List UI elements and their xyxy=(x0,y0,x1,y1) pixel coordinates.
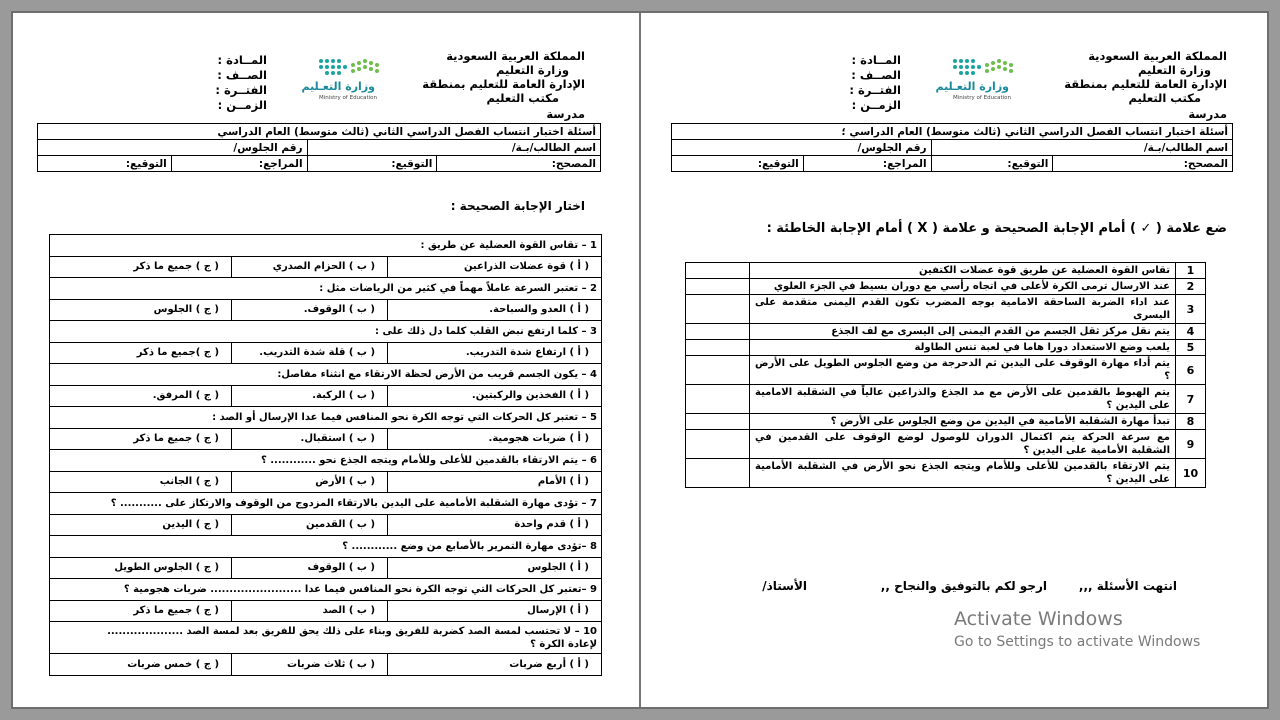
header-ministry: وزارة التعليم xyxy=(1138,63,1211,77)
ministry-logo xyxy=(303,57,383,105)
mcq-options-row xyxy=(50,342,602,364)
tf-answer-cell[interactable] xyxy=(686,340,750,356)
mcq-question-text: 5 – تعتبر كل الحركات التي توجه الكرة نحو المنافس فيما عدا الإرسال أو الصد : xyxy=(50,407,602,429)
tf-statement-text: عند اداء الضربة الساحقة الامامية بوجه المضرب تكون القدم اليمنى متقدمة على اليسرى xyxy=(750,295,1176,324)
tf-statement-number: 5 xyxy=(1176,340,1206,356)
tf-statement-number: 8 xyxy=(1176,414,1206,430)
tf-statement-row xyxy=(686,356,1206,385)
teacher-signature-label: الأستاذ/ xyxy=(762,579,807,593)
mcq-question-line: لإعادة الكرة ؟ xyxy=(530,638,598,650)
tf-answer-cell[interactable] xyxy=(686,356,750,385)
header-school: مدرسة xyxy=(1188,107,1227,121)
mcq-question-row xyxy=(50,493,602,515)
grade-label: الصــف : xyxy=(851,68,901,82)
mcq-questions-table xyxy=(49,234,602,676)
mcq-option-b: ( ب ) الأرض xyxy=(232,471,388,493)
tf-statement-number: 9 xyxy=(1176,430,1206,459)
mcq-option-a: ( أ ) الفخذين والركبتين. xyxy=(388,385,602,407)
mcq-option-b: ( ب ) قلة شدة التدريب. xyxy=(232,342,388,364)
mcq-option-a: ( أ ) قوة عضلات الذراعين xyxy=(388,256,602,278)
tf-statement-row xyxy=(686,279,1206,295)
mcq-option-b: ( ب ) الركبة. xyxy=(232,385,388,407)
tf-statement-row xyxy=(686,324,1206,340)
mcq-option-b: ( ب ) الحزام الصدري xyxy=(232,256,388,278)
tf-statement-text: يلعب وضع الاستعداد دورا هاما في لعبة تنس الطاولة xyxy=(750,340,1176,356)
exam-title: أسئلة اختبار انتساب الفصل الدراسي الثاني (ثالث متوسط) العام الدراسي xyxy=(38,124,601,140)
mcq-option-b: ( ب ) الوقوف. xyxy=(232,299,388,321)
corrector-field: المصحح: xyxy=(1053,156,1233,172)
mcq-option-c: ( ج ) جميع ما ذكر xyxy=(50,600,232,622)
tf-statement-number: 10 xyxy=(1176,459,1206,488)
tf-statements-table xyxy=(685,262,1206,488)
mcq-option-c: ( ج ) الجلوس xyxy=(50,299,232,321)
mcq-option-c: ( ج ) الجلوس الطويل xyxy=(50,557,232,579)
left-student-info-table xyxy=(37,123,601,172)
mcq-question-text: 9 –تعتبر كل الحركات التي توجه الكرة نحو المنافس فيما عدا ........................ ضربات هجومية ؟ xyxy=(50,579,602,601)
mcq-options-row xyxy=(50,654,602,676)
left-header-institution xyxy=(422,49,585,121)
mcq-option-b: ( ب ) الوقوف xyxy=(232,557,388,579)
tf-answer-cell[interactable] xyxy=(686,459,750,488)
mcq-option-a: ( أ ) ضربات هجومية. xyxy=(388,428,602,450)
mcq-option-c: ( ج ) جميع ما ذكر xyxy=(50,256,232,278)
mcq-question-row xyxy=(50,235,602,257)
mcq-question-row xyxy=(50,407,602,429)
tf-statement-number: 4 xyxy=(1176,324,1206,340)
left-exam-page xyxy=(13,13,639,707)
tf-statement-row xyxy=(686,295,1206,324)
mcq-option-a: ( أ ) الإرسال xyxy=(388,600,602,622)
mcq-option-c: ( ج ) خمس ضربات xyxy=(50,654,232,676)
logo-english-text: Ministry of Education xyxy=(318,95,377,101)
mcq-question-line: 10 – لا تحتسب لمسة الصد كضربة للفريق وبناء على ذلك يحق للفريق بعد لمسة الصد .................... xyxy=(107,625,598,637)
logo-arabic-text: وزارة التعـليم xyxy=(301,80,375,93)
header-kingdom: المملكة العربية السعودية xyxy=(446,49,585,63)
mcq-option-b: ( ب ) القدمين xyxy=(232,514,388,536)
ministry-logo xyxy=(937,57,1017,105)
mcq-question-row xyxy=(50,622,602,654)
header-office: مكتب التعليم xyxy=(1128,91,1201,105)
tf-answer-cell[interactable] xyxy=(686,324,750,340)
seat-number-field: رقم الجلوس/ xyxy=(38,140,308,156)
tf-statement-text: يتم الهبوط بالقدمين على الأرض مع مد الجذع والذراعين عالياً في الشقلبة الامامية على اليدين ؟ xyxy=(750,385,1176,414)
mcq-question-text: 4 – يكون الجسم قريب من الأرض لحظة الارتقاء مع انثناء مفاصل: xyxy=(50,364,602,386)
tf-statement-row xyxy=(686,430,1206,459)
mcq-question-text: 6 – يتم الارتقاء بالقدمين للأعلى وللأمام ويتجه الجذع نحو ............ ؟ xyxy=(50,450,602,472)
mcq-options-row xyxy=(50,514,602,536)
header-office: مكتب التعليم xyxy=(486,91,559,105)
mcq-options-row xyxy=(50,256,602,278)
mcq-option-b: ( ب ) الصد xyxy=(232,600,388,622)
mcq-option-c: ( ج ) اليدين xyxy=(50,514,232,536)
mcq-option-c: ( ج )جميع ما ذكر xyxy=(50,342,232,364)
tf-statement-row xyxy=(686,459,1206,488)
tf-statement-number: 7 xyxy=(1176,385,1206,414)
tf-statement-number: 6 xyxy=(1176,356,1206,385)
mcq-question-text: 7 – تؤدى مهارة الشقلبة الأمامية على اليدين بالارتقاء المزدوج من الوقوف والارتكاز على ........... ؟ xyxy=(50,493,602,515)
mcq-option-a: ( أ ) ارتفاع شدة التدريب. xyxy=(388,342,602,364)
closing-wish-text: ارجو لكم بالتوفيق والنجاح ,, xyxy=(880,579,1047,593)
tf-statement-row xyxy=(686,340,1206,356)
header-ministry: وزارة التعليم xyxy=(496,63,569,77)
header-directorate: الإدارة العامة للتعليم بمنطقة xyxy=(1064,77,1227,91)
tf-answer-cell[interactable] xyxy=(686,263,750,279)
tf-statement-row xyxy=(686,385,1206,414)
logo-english-text: Ministry of Education xyxy=(952,95,1011,101)
right-student-info-table xyxy=(671,123,1233,172)
tf-statement-row xyxy=(686,414,1206,430)
right-header-subject-fields xyxy=(849,53,901,112)
mcq-options-row xyxy=(50,471,602,493)
tf-statement-number: 2 xyxy=(1176,279,1206,295)
exam-title: أسئلة اختبار انتساب الفصل الدراسي الثاني (ثالث متوسط) العام الدراسي ؛ xyxy=(672,124,1233,140)
watermark-title: Activate Windows xyxy=(954,608,1123,630)
mcq-options-row xyxy=(50,299,602,321)
corrector-signature-field: التوقيع: xyxy=(307,156,437,172)
grade-label: الصــف : xyxy=(217,68,267,82)
watermark-subtitle: Go to Settings to activate Windows xyxy=(954,634,1201,650)
corrector-signature-field: التوقيع: xyxy=(931,156,1053,172)
tf-answer-cell[interactable] xyxy=(686,279,750,295)
right-header-institution xyxy=(1064,49,1227,121)
mcq-option-c: ( ج ) الجانب xyxy=(50,471,232,493)
document-sheet xyxy=(11,11,1269,709)
mcq-question-text: 8 –تؤدى مهارة التمرير بالأصابع من وضع ............ ؟ xyxy=(50,536,602,558)
time-label: الزمــن : xyxy=(851,98,901,112)
mcq-question-text: 2 – تعتبر السرعة عاملاً مهماً في كثير من الرياضات مثل : xyxy=(50,278,602,300)
tf-statement-row xyxy=(686,263,1206,279)
logo-arabic-text: وزارة التعـليم xyxy=(935,80,1009,93)
mcq-question-text: 1 – تقاس القوة العضلية عن طريق : xyxy=(50,235,602,257)
tf-answer-cell[interactable] xyxy=(686,385,750,414)
mcq-option-b: ( ب ) استقبال. xyxy=(232,428,388,450)
header-school: مدرسة xyxy=(546,107,585,121)
mcq-option-a: ( أ ) الجلوس xyxy=(388,557,602,579)
seat-number-field: رقم الجلوس/ xyxy=(672,140,932,156)
tf-statement-number: 3 xyxy=(1176,295,1206,324)
activate-windows-watermark xyxy=(954,606,1200,652)
reviewer-signature-field: التوقيع: xyxy=(38,156,172,172)
mcq-question-text: 3 – كلما ارتفع نبض القلب كلما دل ذلك على : xyxy=(50,321,602,343)
tf-statement-text: يتم الارتقاء بالقدمين للأعلى وللأمام ويتجه الجذع نحو الأرض في الشقلبة الأمامية على اليدين ؟ xyxy=(750,459,1176,488)
mcq-question-row xyxy=(50,321,602,343)
tf-answer-cell[interactable] xyxy=(686,295,750,324)
right-exam-page xyxy=(641,13,1267,707)
mcq-question-row xyxy=(50,364,602,386)
tf-statement-number: 1 xyxy=(1176,263,1206,279)
subject-label: المــادة : xyxy=(217,53,267,67)
mcq-options-row xyxy=(50,428,602,450)
mcq-options-row xyxy=(50,600,602,622)
tf-instruction: ضع علامة ( ✓ ) أمام الإجابة الصحيحة و علامة ( X ) أمام الإجابة الخاطئة : xyxy=(766,221,1227,236)
tf-statement-text: تبدأ مهارة الشقلبة الأمامية في اليدين من وضع الجلوس على الأرض ؟ xyxy=(750,414,1176,430)
tf-statement-text: عند الارسال ترمى الكرة لأعلى في اتجاه رأسي مع دوران بسيط في الجزء العلوي xyxy=(750,279,1176,295)
period-label: الفتــرة : xyxy=(215,83,267,97)
mcq-options-row xyxy=(50,557,602,579)
mcq-option-a: ( أ ) قدم واحدة xyxy=(388,514,602,536)
closing-end-text: انتهت الأسئلة ,,, xyxy=(1078,579,1177,593)
mcq-option-a: ( أ ) أربع ضربات xyxy=(388,654,602,676)
mcq-option-c: ( ج ) جميع ما ذكر xyxy=(50,428,232,450)
header-directorate: الإدارة العامة للتعليم بمنطقة xyxy=(422,77,585,91)
mcq-question-row xyxy=(50,450,602,472)
mcq-option-b: ( ب ) ثلاث ضربات xyxy=(232,654,388,676)
tf-statement-text: مع سرعة الحركة يتم اكتمال الدوران للوصول لوضع الوقوف على القدمين في الشقلبة الأمامية على اليدين ؟ xyxy=(750,430,1176,459)
student-name-field: اسم الطالب/بـة/ xyxy=(307,140,600,156)
tf-answer-cell[interactable] xyxy=(686,414,750,430)
ministry-logo-dots-icon xyxy=(947,57,1019,79)
left-header-subject-fields xyxy=(215,53,267,112)
period-label: الفتــرة : xyxy=(849,83,901,97)
header-kingdom: المملكة العربية السعودية xyxy=(1088,49,1227,63)
tf-statement-text: تقاس القوة العضلية عن طريق قوة عضلات الكتفين xyxy=(750,263,1176,279)
mcq-option-a: ( أ ) العدو والسباحة. xyxy=(388,299,602,321)
mcq-question-row xyxy=(50,536,602,558)
time-label: الزمــن : xyxy=(217,98,267,112)
mcq-instruction: اختار الإجابة الصحيحة : xyxy=(450,199,585,213)
reviewer-field: المراجع: xyxy=(803,156,931,172)
mcq-option-a: ( أ ) الأمام xyxy=(388,471,602,493)
mcq-option-c: ( ج ) المرفق. xyxy=(50,385,232,407)
mcq-question-row xyxy=(50,278,602,300)
reviewer-signature-field: التوقيع: xyxy=(672,156,804,172)
ministry-logo-dots-icon xyxy=(313,57,385,79)
student-name-field: اسم الطالب/بـة/ xyxy=(931,140,1232,156)
mcq-options-row xyxy=(50,385,602,407)
mcq-question-row xyxy=(50,579,602,601)
mcq-question-text xyxy=(50,622,602,654)
reviewer-field: المراجع: xyxy=(171,156,307,172)
tf-statement-text: يتم نقل مركز ثقل الجسم من القدم اليمنى إلى اليسرى مع لف الجذع xyxy=(750,324,1176,340)
subject-label: المــادة : xyxy=(851,53,901,67)
corrector-field: المصحح: xyxy=(437,156,601,172)
tf-statement-text: يتم أداء مهارة الوقوف على اليدين ثم الدحرجة من وضع الجلوس الطويل على الأرض ؟ xyxy=(750,356,1176,385)
tf-answer-cell[interactable] xyxy=(686,430,750,459)
